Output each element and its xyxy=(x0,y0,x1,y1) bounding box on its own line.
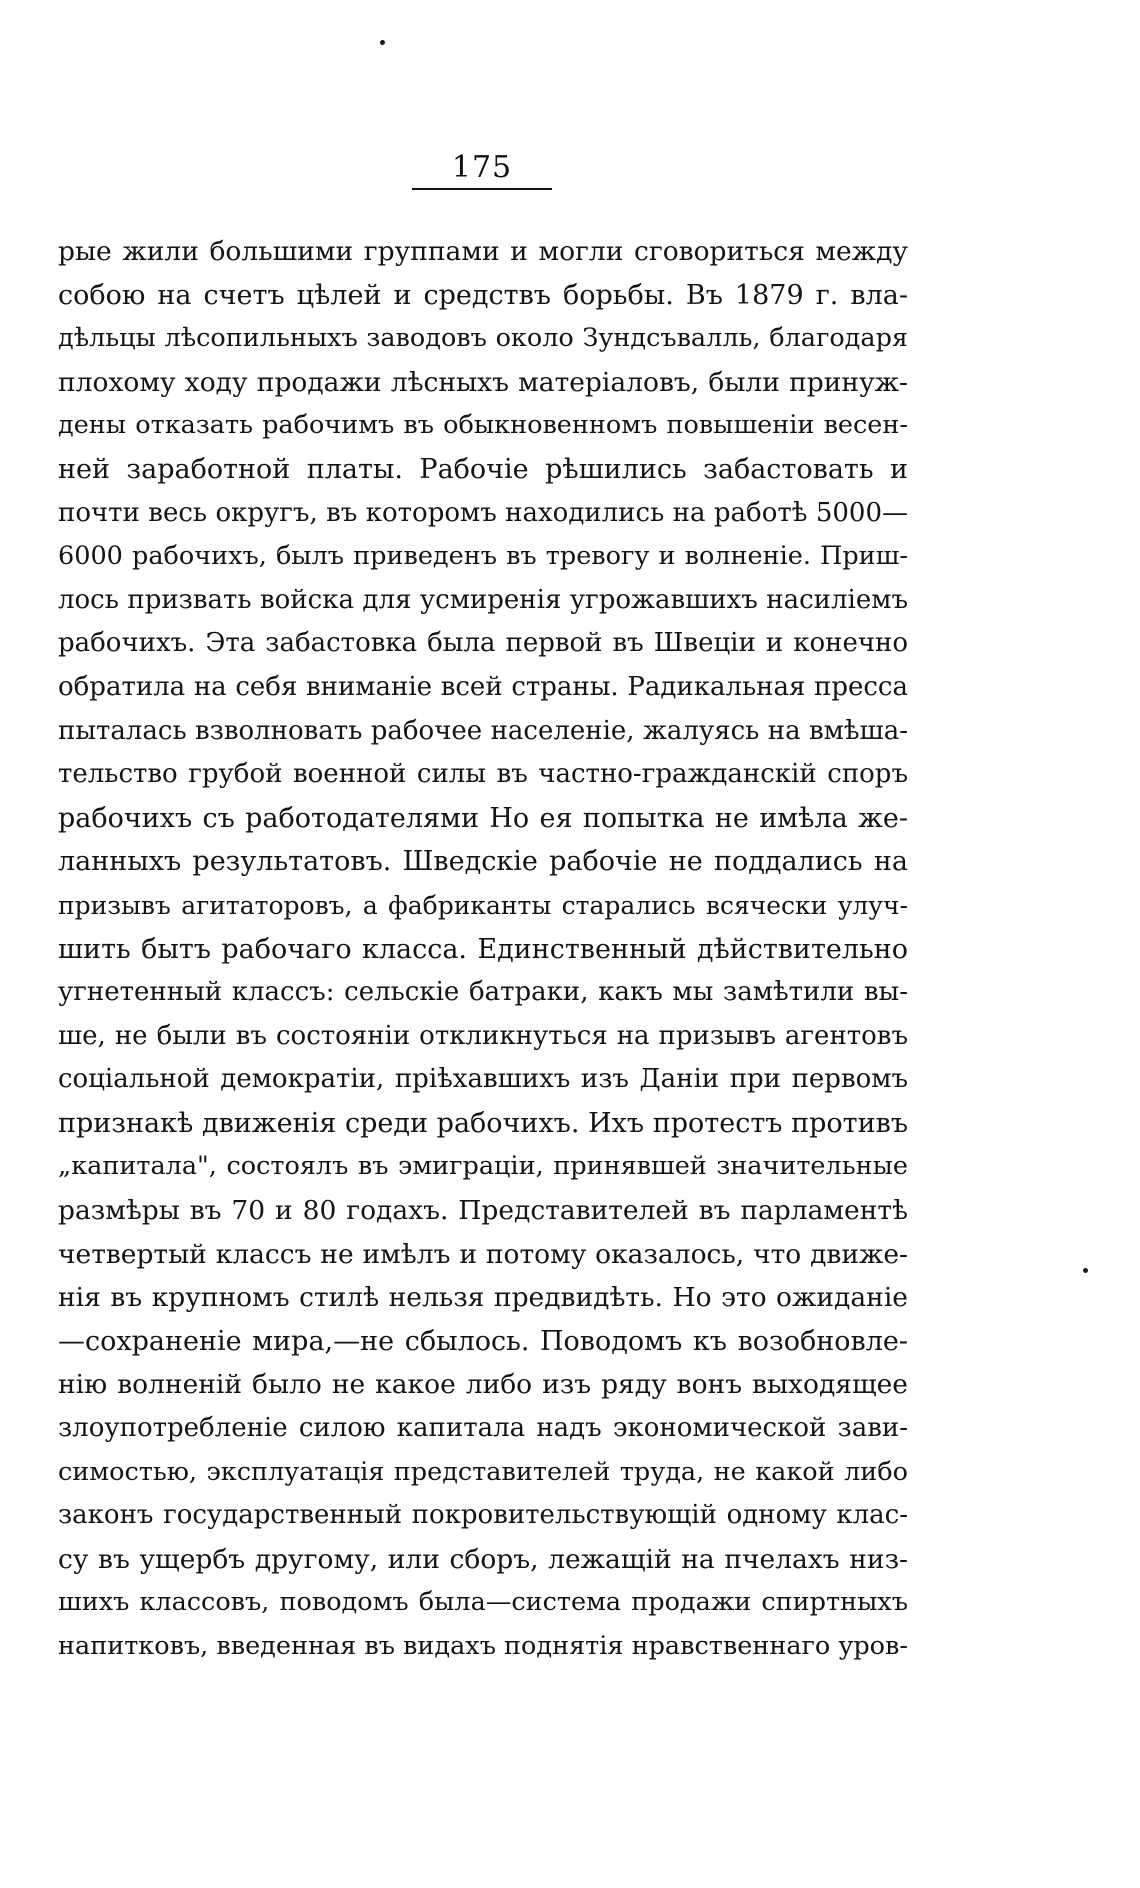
text-line: лось призвать войска для усмиренія угрожавшихъ насиліемъ xyxy=(58,584,908,615)
text-line: законъ государственный покровительствующій одному клас- xyxy=(58,1500,908,1531)
text-line: рабочихъ съ работодателями Но ея попытка не имѣла же- xyxy=(58,802,908,834)
text-line: угнетенный классъ: сельскіе батраки, какъ мы замѣтили вы- xyxy=(58,977,908,1008)
text-line: дѣльцы лѣсопильныхъ заводовъ около Зундсъвалль, благодаря xyxy=(58,323,908,354)
text-line: су въ ущербъ другому, или сборъ, лежащій на пчелахъ низ- xyxy=(58,1543,908,1575)
text-line: шихъ классовъ, поводомъ была—система продажи спиртныхъ xyxy=(58,1587,908,1618)
text-line: пыталась взволновать рабочее населеніе, жалуясь на вмѣша- xyxy=(58,715,908,746)
text-line: ланныхъ результатовъ. Шведскіе рабочіе не поддались на xyxy=(58,846,908,878)
text-line: ней заработной платы. Рабочіе рѣшились забастовать и xyxy=(58,453,908,485)
text-line: соціальной демократіи, пріѣхавшихъ изъ Даніи при первомъ xyxy=(58,1064,908,1095)
text-line: почти весь округъ, въ которомъ находились на работѣ 5000— xyxy=(58,497,908,528)
text-line: шить бытъ рабочаго класса. Единственный дѣйствительно xyxy=(58,933,908,965)
text-line: нія въ крупномъ стилѣ нельзя предвидѣть. Но это ожиданіе xyxy=(58,1282,908,1314)
ink-speck xyxy=(380,40,385,45)
ink-speck xyxy=(1083,1268,1088,1273)
text-line: признакѣ движенія среди рабочихъ. Ихъ протестъ противъ xyxy=(58,1107,908,1139)
text-line: размѣры въ 70 и 80 годахъ. Представителей въ парламентѣ xyxy=(58,1195,908,1227)
text-line: собою на счетъ цѣлей и средствъ борьбы. Въ 1879 г. вла- xyxy=(58,279,908,311)
header-rule xyxy=(412,188,552,190)
text-line: напитковъ, введенная въ видахъ поднятія нравственнаго уров- xyxy=(58,1631,908,1661)
text-line: рые жили большими группами и могли сговориться между xyxy=(58,236,908,267)
text-line: дены отказать рабочимъ въ обыкновенномъ повышеніи весен- xyxy=(58,410,908,441)
body-text xyxy=(58,230,908,1669)
text-line: призывъ агитаторовъ, а фабриканты старались всячески улуч- xyxy=(58,890,908,920)
text-line: злоупотребленіе силою капитала надъ экономической зави- xyxy=(58,1413,908,1444)
text-line: ше, не были въ состояніи откликнуться на призывъ агентовъ xyxy=(58,1020,908,1051)
text-line: 6000 рабочихъ, былъ приведенъ въ тревогу и волненіе. Приш- xyxy=(58,541,908,572)
page-number: 175 xyxy=(451,150,513,185)
text-line: рабочихъ. Эта забастовка была первой въ Швеціи и конечно xyxy=(58,628,908,659)
text-line: симостью, эксплуатація представителей труда, не какой либо xyxy=(58,1456,908,1487)
text-line: —сохраненіе мира,—не сбылось. Поводомъ къ возобновле- xyxy=(58,1325,908,1357)
text-line: четвертый классъ не имѣлъ и потому оказалось, что движе- xyxy=(58,1238,908,1270)
text-line: обратила на себя вниманіе всей страны. Радикальная пресса xyxy=(58,671,908,702)
text-line: тельство грубой военной силы въ частно-гражданскій споръ xyxy=(58,759,908,790)
text-line: плохому ходу продажи лѣсныхъ матеріаловъ, были принуж- xyxy=(58,366,908,398)
text-line: „капитала", состоялъ въ эмиграціи, принявшей значительные xyxy=(58,1151,908,1182)
text-line: нію волненій было не какое либо изъ ряду вонъ выходящее xyxy=(58,1369,908,1401)
